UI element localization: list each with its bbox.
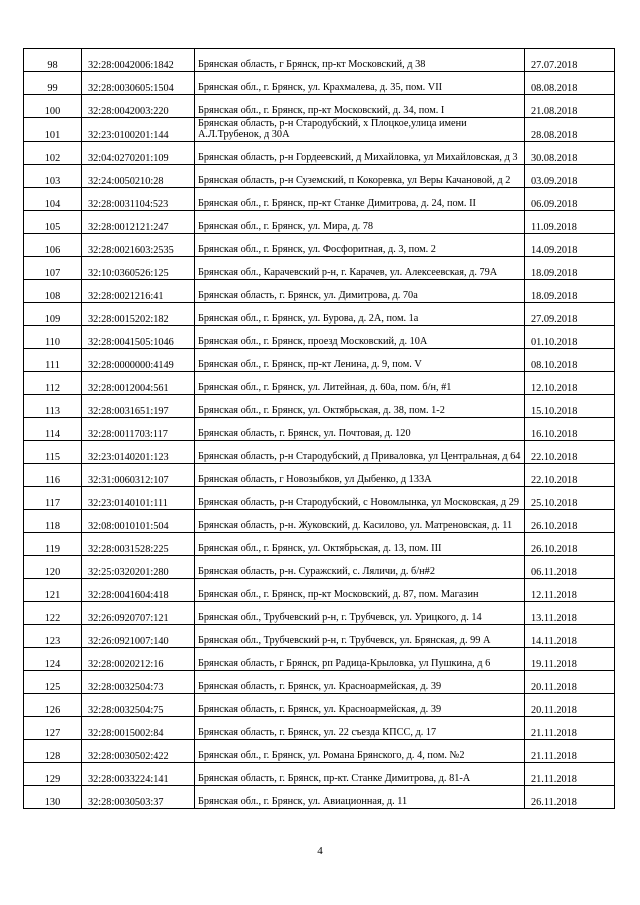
row-number-cell: 108 <box>24 280 82 303</box>
row-number-cell: 115 <box>24 441 82 464</box>
date-cell: 18.09.2018 <box>525 257 615 280</box>
address-cell: Брянская обл., г. Брянск, пр-кт Московский, д. 87, пом. Магазин <box>195 579 525 602</box>
date-cell: 25.10.2018 <box>525 487 615 510</box>
address-cell: Брянская область, р-н Стародубский, х Плоцкое,улица имени А.Л.Трубенок, д 30А <box>195 118 525 142</box>
row-number-cell: 103 <box>24 165 82 188</box>
cadastral-number-cell: 32:23:0140201:123 <box>82 441 195 464</box>
row-number-cell: 114 <box>24 418 82 441</box>
address-cell: Брянская обл., г. Брянск, пр-кт Московский, д. 34, пом. I <box>195 95 525 118</box>
date-cell: 12.10.2018 <box>525 372 615 395</box>
date-cell: 21.11.2018 <box>525 763 615 786</box>
cadastral-number-cell: 32:23:0100201:144 <box>82 118 195 142</box>
table-row <box>24 556 615 579</box>
date-cell: 11.09.2018 <box>525 211 615 234</box>
cadastral-number-cell: 32:28:0041604:418 <box>82 579 195 602</box>
row-number-cell: 116 <box>24 464 82 487</box>
date-cell: 26.10.2018 <box>525 533 615 556</box>
table-row <box>24 188 615 211</box>
address-cell: Брянская область, р-н Стародубский, с Новомлынка, ул Московская, д 29 <box>195 487 525 510</box>
row-number-cell: 105 <box>24 211 82 234</box>
cadastral-number-cell: 32:28:0021603:2535 <box>82 234 195 257</box>
cadastral-number-cell: 32:31:0060312:107 <box>82 464 195 487</box>
cadastral-number-cell: 32:28:0015202:182 <box>82 303 195 326</box>
cadastral-number-cell: 32:28:0000000:4149 <box>82 349 195 372</box>
date-cell: 01.10.2018 <box>525 326 615 349</box>
table-row <box>24 602 615 625</box>
address-cell: Брянская обл., г. Брянск, ул. Фосфоритная, д. 3, пом. 2 <box>195 234 525 257</box>
address-cell: Брянская область, р-н. Жуковский, д. Касилово, ул. Матреновская, д. 11 <box>195 510 525 533</box>
cadastral-number-cell: 32:28:0021216:41 <box>82 280 195 303</box>
table-row <box>24 72 615 95</box>
cadastral-number-cell: 32:28:0042003:220 <box>82 95 195 118</box>
cadastral-number-cell: 32:28:0030503:37 <box>82 786 195 809</box>
address-cell: Брянская область, р-н. Суражский, с. Ляличи, д. б/н#2 <box>195 556 525 579</box>
table-row <box>24 763 615 786</box>
cadastral-number-cell: 32:28:0011703:117 <box>82 418 195 441</box>
date-cell: 06.11.2018 <box>525 556 615 579</box>
row-number-cell: 127 <box>24 717 82 740</box>
row-number-cell: 110 <box>24 326 82 349</box>
address-cell: Брянская обл., Трубчевский р-н, г. Трубчевск, ул. Брянская, д. 99 А <box>195 625 525 648</box>
table-row <box>24 418 615 441</box>
date-cell: 27.09.2018 <box>525 303 615 326</box>
table-row <box>24 95 615 118</box>
address-cell: Брянская область, г. Брянск, ул. Красноармейская, д. 39 <box>195 694 525 717</box>
table-row <box>24 487 615 510</box>
cadastral-number-cell: 32:28:0032504:75 <box>82 694 195 717</box>
cadastral-number-cell: 32:28:0031528:225 <box>82 533 195 556</box>
cadastral-number-cell: 32:28:0042006:1842 <box>82 49 195 72</box>
address-cell: Брянская обл., г. Брянск, ул. Октябрьская, д. 13, пом. III <box>195 533 525 556</box>
table-row <box>24 510 615 533</box>
row-number-cell: 129 <box>24 763 82 786</box>
page-number: 4 <box>317 845 323 857</box>
cadastral-number-cell: 32:26:0920707:121 <box>82 602 195 625</box>
row-number-cell: 109 <box>24 303 82 326</box>
cadastral-number-cell: 32:24:0050210:28 <box>82 165 195 188</box>
cadastral-number-cell: 32:28:0031104:523 <box>82 188 195 211</box>
date-cell: 19.11.2018 <box>525 648 615 671</box>
table-row <box>24 648 615 671</box>
row-number-cell: 130 <box>24 786 82 809</box>
row-number-cell: 107 <box>24 257 82 280</box>
address-cell: Брянская обл., г. Брянск, ул. Октябрьская, д. 38, пом. 1-2 <box>195 395 525 418</box>
address-cell: Брянская область, г. Брянск, пр-кт. Станке Димитрова, д. 81-А <box>195 763 525 786</box>
address-cell: Брянская область, р-н Гордеевский, д Михайловка, ул Михайловская, д 3 <box>195 142 525 165</box>
table-row <box>24 303 615 326</box>
cadastral-number-cell: 32:28:0032504:73 <box>82 671 195 694</box>
table-row <box>24 786 615 809</box>
address-cell: Брянская обл., г. Брянск, ул. Бурова, д. 2А, пом. 1а <box>195 303 525 326</box>
table-row <box>24 142 615 165</box>
table-row <box>24 464 615 487</box>
table-row <box>24 694 615 717</box>
cadastral-number-cell: 32:28:0020212:16 <box>82 648 195 671</box>
cadastral-number-cell: 32:10:0360526:125 <box>82 257 195 280</box>
date-cell: 20.11.2018 <box>525 671 615 694</box>
date-cell: 15.10.2018 <box>525 395 615 418</box>
address-cell: Брянская область, г. Брянск, ул. Красноармейская, д. 39 <box>195 671 525 694</box>
table-row <box>24 349 615 372</box>
row-number-cell: 120 <box>24 556 82 579</box>
date-cell: 22.10.2018 <box>525 464 615 487</box>
table-row <box>24 717 615 740</box>
cadastral-number-cell: 32:28:0015002:84 <box>82 717 195 740</box>
table-row <box>24 395 615 418</box>
table-row <box>24 49 615 72</box>
table-row <box>24 257 615 280</box>
date-cell: 26.10.2018 <box>525 510 615 533</box>
date-cell: 28.08.2018 <box>525 118 615 142</box>
row-number-cell: 98 <box>24 49 82 72</box>
address-cell: Брянская обл., г. Брянск, ул. Мира, д. 78 <box>195 211 525 234</box>
date-cell: 16.10.2018 <box>525 418 615 441</box>
address-cell: Брянская обл., г. Брянск, проезд Московский, д. 10А <box>195 326 525 349</box>
row-number-cell: 126 <box>24 694 82 717</box>
address-cell: Брянская обл., г. Брянск, пр-кт Станке Димитрова, д. 24, пом. II <box>195 188 525 211</box>
table-row <box>24 280 615 303</box>
date-cell: 14.11.2018 <box>525 625 615 648</box>
cadastral-number-cell: 32:28:0012004:561 <box>82 372 195 395</box>
cadastral-number-cell: 32:04:0270201:109 <box>82 142 195 165</box>
table-row <box>24 441 615 464</box>
address-cell: Брянская обл., г. Брянск, ул. Авиационная, д. 11 <box>195 786 525 809</box>
row-number-cell: 112 <box>24 372 82 395</box>
row-number-cell: 128 <box>24 740 82 763</box>
address-cell: Брянская область, р-н Стародубский, д Приваловка, ул Центральная, д 64 <box>195 441 525 464</box>
date-cell: 14.09.2018 <box>525 234 615 257</box>
address-cell: Брянская обл., Карачевский р-н, г. Карачев, ул. Алексеевская, д. 79А <box>195 257 525 280</box>
row-number-cell: 122 <box>24 602 82 625</box>
table-row <box>24 211 615 234</box>
row-number-cell: 104 <box>24 188 82 211</box>
row-number-cell: 99 <box>24 72 82 95</box>
row-number-cell: 113 <box>24 395 82 418</box>
table-row <box>24 372 615 395</box>
date-cell: 12.11.2018 <box>525 579 615 602</box>
date-cell: 21.08.2018 <box>525 95 615 118</box>
date-cell: 30.08.2018 <box>525 142 615 165</box>
address-cell: Брянская область, г Брянск, рп Радица-Крыловка, ул Пушкина, д 6 <box>195 648 525 671</box>
table-row <box>24 625 615 648</box>
date-cell: 03.09.2018 <box>525 165 615 188</box>
cadastral-number-cell: 32:28:0031651:197 <box>82 395 195 418</box>
cadastral-number-cell: 32:25:0320201:280 <box>82 556 195 579</box>
row-number-cell: 125 <box>24 671 82 694</box>
cadastral-number-cell: 32:23:0140101:111 <box>82 487 195 510</box>
date-cell: 18.09.2018 <box>525 280 615 303</box>
table-row <box>24 234 615 257</box>
row-number-cell: 100 <box>24 95 82 118</box>
table-row <box>24 118 615 142</box>
cadastral-number-cell: 32:28:0030502:422 <box>82 740 195 763</box>
cadastral-number-cell: 32:26:0921007:140 <box>82 625 195 648</box>
cadastral-number-cell: 32:08:0010101:504 <box>82 510 195 533</box>
date-cell: 27.07.2018 <box>525 49 615 72</box>
row-number-cell: 111 <box>24 349 82 372</box>
cadastral-number-cell: 32:28:0012121:247 <box>82 211 195 234</box>
row-number-cell: 119 <box>24 533 82 556</box>
date-cell: 13.11.2018 <box>525 602 615 625</box>
row-number-cell: 101 <box>24 118 82 142</box>
row-number-cell: 123 <box>24 625 82 648</box>
date-cell: 08.08.2018 <box>525 72 615 95</box>
address-cell: Брянская обл., г. Брянск, ул. Романа Брянского, д. 4, пом. №2 <box>195 740 525 763</box>
date-cell: 21.11.2018 <box>525 740 615 763</box>
row-number-cell: 117 <box>24 487 82 510</box>
date-cell: 20.11.2018 <box>525 694 615 717</box>
table-row <box>24 671 615 694</box>
address-cell: Брянская область, г. Брянск, ул. 22 съезда КПСС, д. 17 <box>195 717 525 740</box>
date-cell: 08.10.2018 <box>525 349 615 372</box>
cadastral-number-cell: 32:28:0041505:1046 <box>82 326 195 349</box>
cadastral-number-cell: 32:28:0030605:1504 <box>82 72 195 95</box>
date-cell: 21.11.2018 <box>525 717 615 740</box>
table-row <box>24 326 615 349</box>
row-number-cell: 106 <box>24 234 82 257</box>
address-cell: Брянская обл., Трубчевский р-н, г. Трубчевск, ул. Урицкого, д. 14 <box>195 602 525 625</box>
address-cell: Брянская обл., г. Брянск, пр-кт Ленина, д. 9, пом. V <box>195 349 525 372</box>
date-cell: 06.09.2018 <box>525 188 615 211</box>
address-cell: Брянская область, г Новозыбков, ул Дыбенко, д 133А <box>195 464 525 487</box>
address-cell: Брянская область, г Брянск, пр-кт Московский, д 38 <box>195 49 525 72</box>
registry-table-body <box>24 49 615 809</box>
row-number-cell: 118 <box>24 510 82 533</box>
table-row <box>24 740 615 763</box>
address-cell: Брянская обл., г. Брянск, ул. Литейная, д. 60а, пом. б/н, #1 <box>195 372 525 395</box>
address-cell: Брянская область, г. Брянск, ул. Почтовая, д. 120 <box>195 418 525 441</box>
registry-table <box>23 48 615 809</box>
address-cell: Брянская область, г. Брянск, ул. Димитрова, д. 70а <box>195 280 525 303</box>
address-cell: Брянская обл., г. Брянск, ул. Крахмалева, д. 35, пом. VII <box>195 72 525 95</box>
table-row <box>24 579 615 602</box>
table-row <box>24 165 615 188</box>
date-cell: 26.11.2018 <box>525 786 615 809</box>
row-number-cell: 121 <box>24 579 82 602</box>
address-cell: Брянская область, р-н Суземский, п Кокоревка, ул Веры Качановой, д 2 <box>195 165 525 188</box>
date-cell: 22.10.2018 <box>525 441 615 464</box>
cadastral-number-cell: 32:28:0033224:141 <box>82 763 195 786</box>
row-number-cell: 124 <box>24 648 82 671</box>
table-row <box>24 533 615 556</box>
row-number-cell: 102 <box>24 142 82 165</box>
